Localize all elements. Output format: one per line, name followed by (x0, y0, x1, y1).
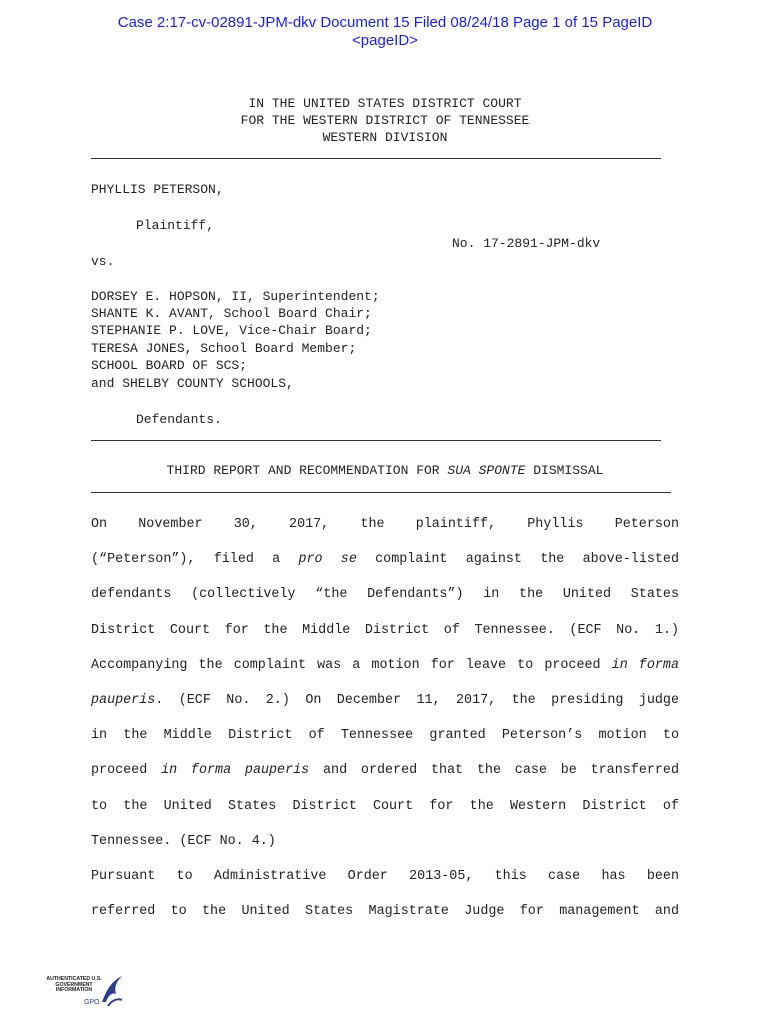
paragraph-line: in the Middle District of Tennessee granted Peterson’s motion to (91, 728, 679, 744)
paragraph-line: proceed in forma pauperis and ordered that the case be transferred (91, 763, 680, 779)
title-italic: SUA SPONTE (447, 463, 526, 478)
ecf-header (0, 14, 770, 50)
paragraph-line: pauperis. (ECF No. 2.) On December 11, 2017, the presiding judge (91, 692, 679, 708)
eagle-icon (96, 972, 126, 1012)
paragraph-line: Tennessee. (ECF No. 4.) (91, 833, 276, 849)
case-number: No. 17-2891-JPM-dkv (452, 236, 601, 251)
title-rule (91, 492, 671, 493)
ecf-header-line2: <pageID> (352, 32, 418, 49)
document-title (0, 463, 770, 478)
court-line1: IN THE UNITED STATES DISTRICT COURT (248, 96, 522, 111)
caption-rule-top (91, 158, 661, 159)
paragraph-line: (“Peterson”), filed a pro se complaint against the above-listed (91, 552, 679, 568)
defendant-line: DORSEY E. HOPSON, II, Superintendent; (91, 289, 380, 304)
title-text-end: DISMISSAL (525, 463, 604, 478)
ecf-header-line1: Case 2:17-cv-02891-JPM-dkv Document 15 Filed 08/24/18 Page 1 of 15 PageID (117, 14, 653, 31)
paragraph-line: On November 30, 2017, the plaintiff, Phyllis Peterson (91, 517, 679, 532)
defendant-line: STEPHANIE P. LOVE, Vice-Chair Board; (91, 323, 372, 338)
plaintiff-name: PHYLLIS PETERSON, (91, 182, 224, 197)
defendants-role: Defendants. (136, 412, 222, 427)
defendant-line: TERESA JONES, School Board Member; (91, 341, 357, 356)
gpo-label: GPO (84, 999, 100, 1006)
seal-text: AUTHENTICATED U.S. GOVERNMENT INFORMATION (46, 976, 102, 994)
paragraph-line: Accompanying the complaint was a motion for leave to proceed in forma (91, 657, 679, 673)
title-text: THIRD REPORT AND RECOMMENDATION FOR (166, 463, 448, 478)
paragraph-line: defendants (collectively “the Defendants”) in the United States (91, 587, 679, 603)
plaintiff-role: Plaintiff, (136, 218, 215, 233)
caption-rule-bottom (91, 440, 661, 441)
defendant-line: and SHELBY COUNTY SCHOOLS, (91, 376, 294, 391)
paragraph-line: referred to the United States Magistrate Judge for management and (91, 904, 679, 920)
defendant-line: SCHOOL BOARD OF SCS; (91, 358, 248, 373)
paragraph-line: District Court for the Middle District of Tennessee. (ECF No. 1.) (91, 622, 679, 638)
court-heading (0, 95, 770, 146)
paragraph-2 (91, 867, 679, 937)
paragraph-1 (91, 515, 679, 867)
defendant-line: SHANTE K. AVANT, School Board Chair; (91, 306, 372, 321)
court-line3: WESTERN DIVISION (322, 130, 448, 145)
paragraph-line: to the United States District Court for the Western District of (91, 798, 679, 814)
versus: vs. (91, 254, 115, 269)
court-line2: FOR THE WESTERN DISTRICT OF TENNESSEE (240, 113, 530, 128)
paragraph-line: Pursuant to Administrative Order 2013-05, this case has been (91, 869, 679, 884)
gpo-authentication-seal (44, 972, 129, 1016)
